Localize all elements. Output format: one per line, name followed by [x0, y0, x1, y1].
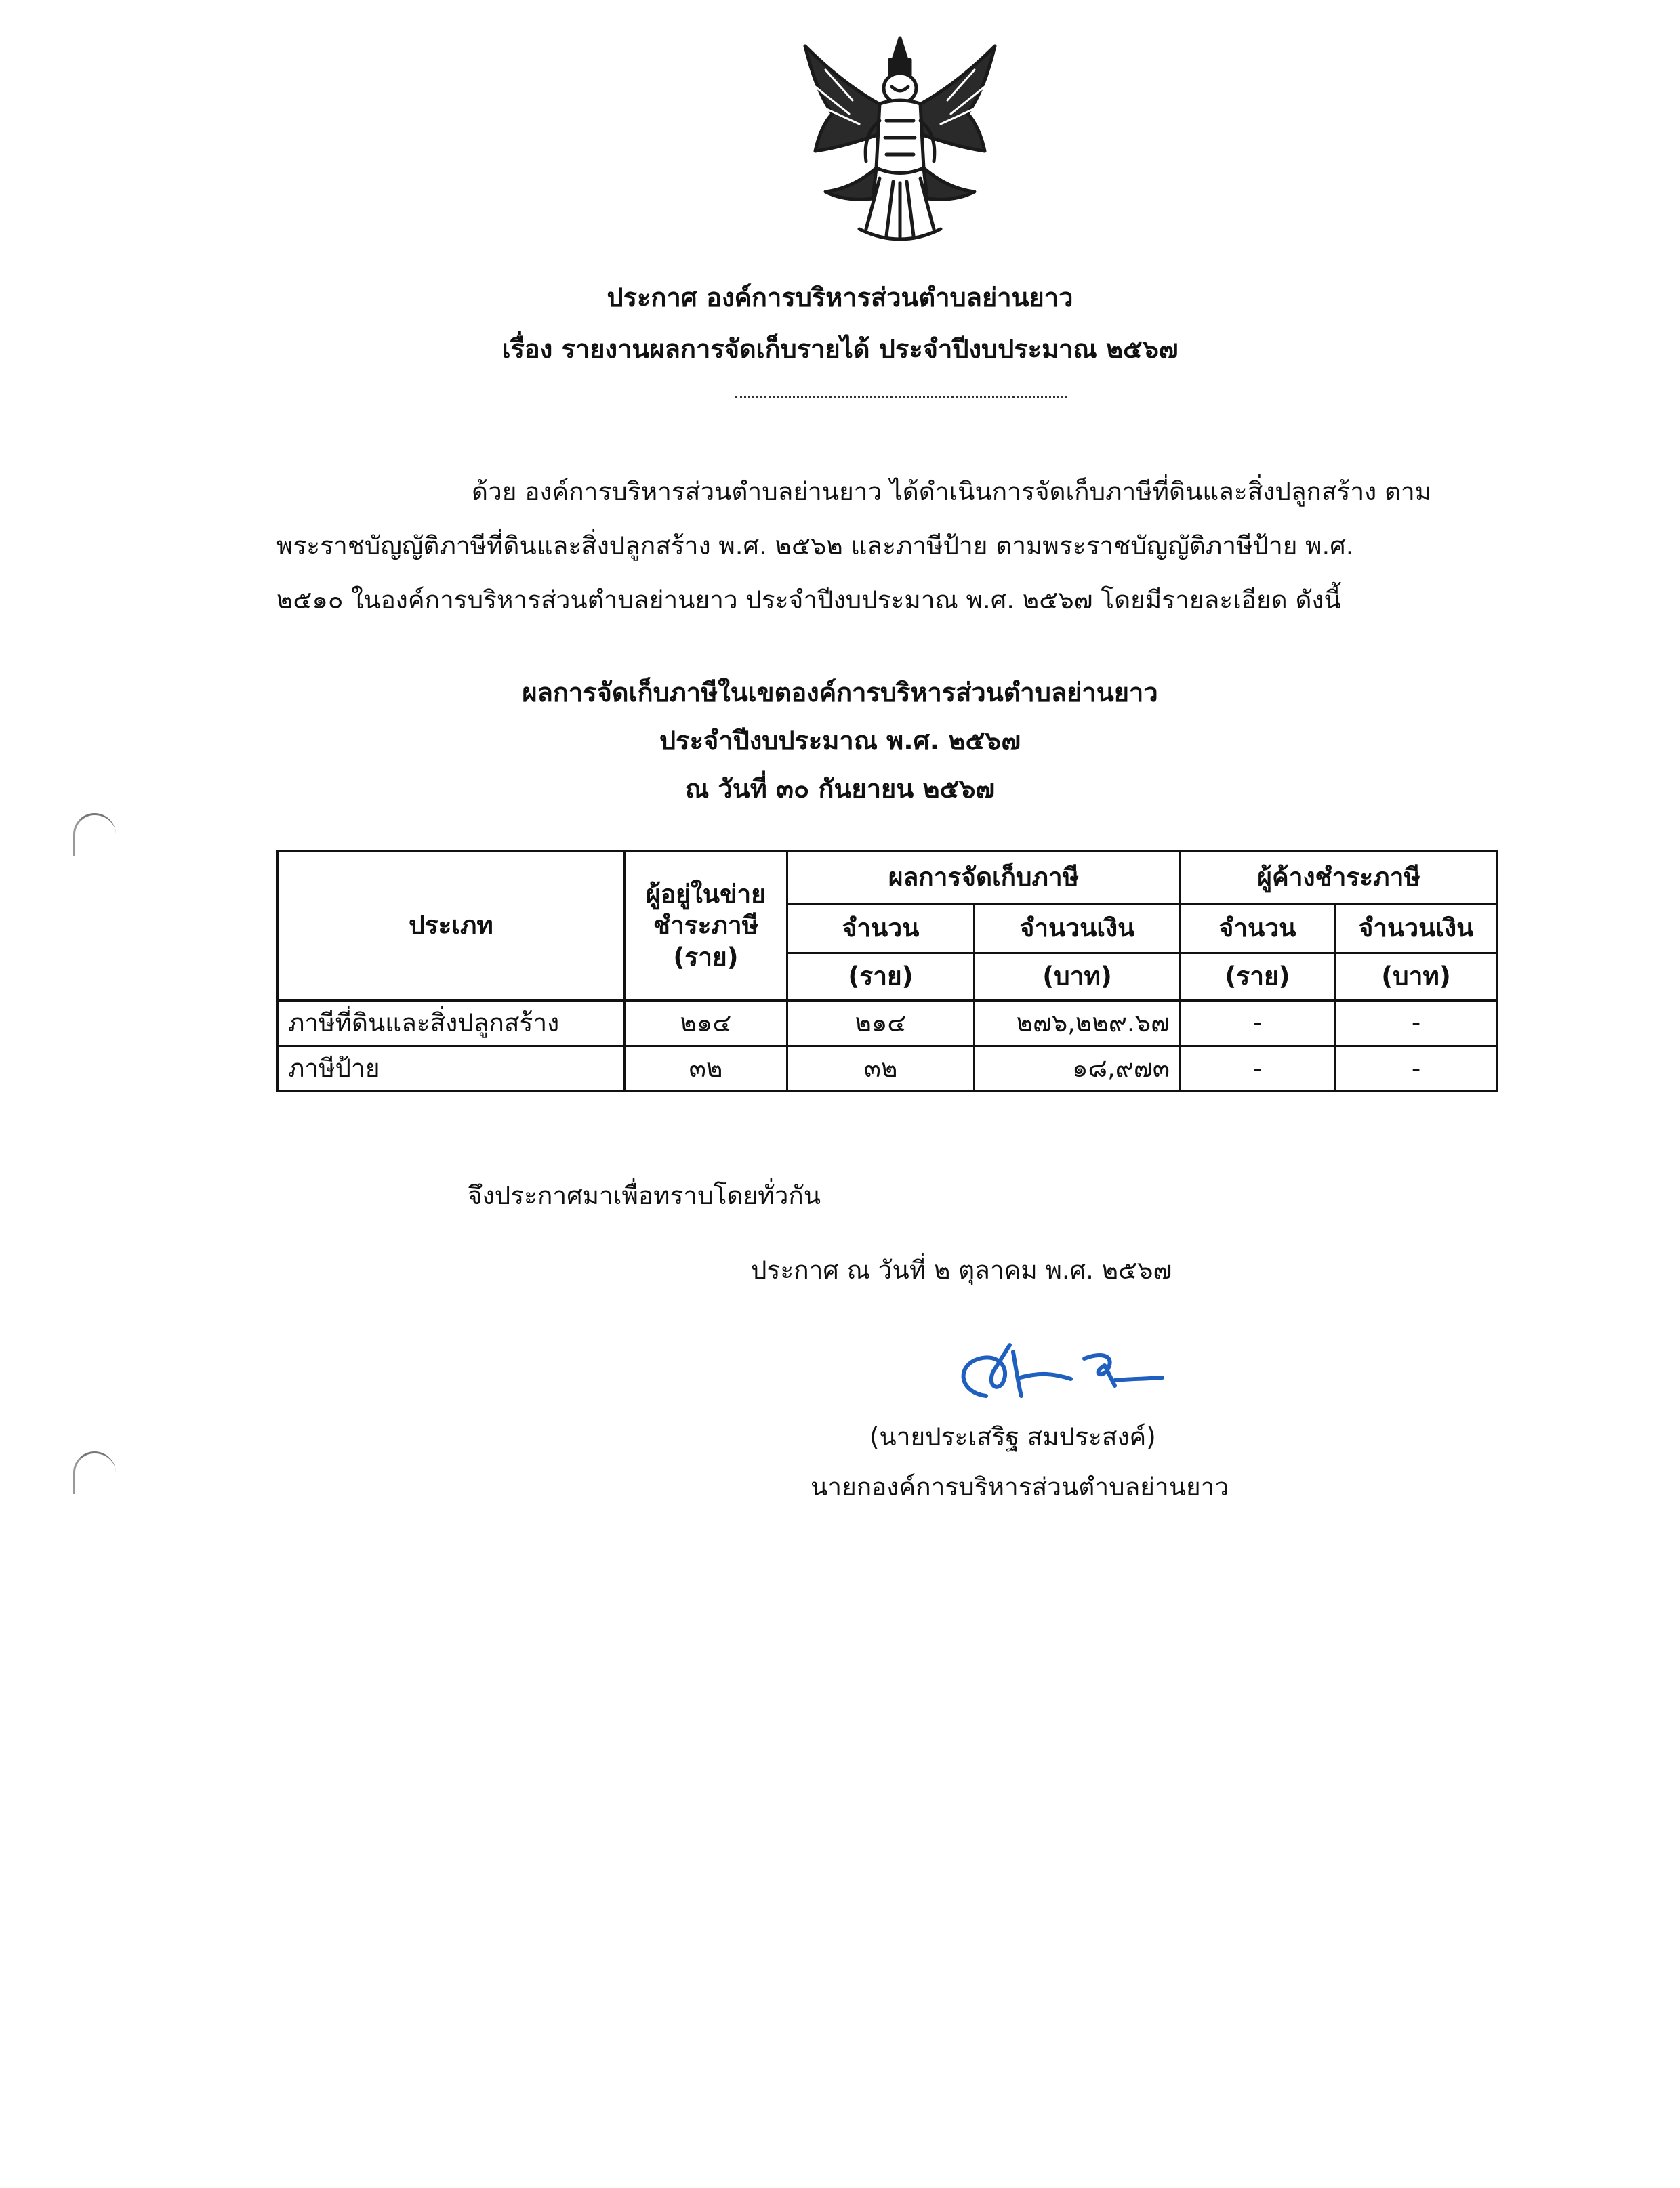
row-collected-amount: ๑๘,๙๗๓: [975, 1046, 1181, 1092]
garuda-emblem-icon: [785, 33, 1015, 263]
summary-title-line-2: ประจำปีงบประมาณ พ.ศ. ๒๕๖๗: [659, 726, 1021, 756]
header-taxpayers-line1: ผู้อยู่ในข่าย: [646, 880, 766, 909]
row-collected-amount: ๒๗๖,๒๒๙.๖๗: [975, 1001, 1181, 1046]
header-taxpayers-line2: ชำระภาษี: [653, 911, 759, 941]
body-line-3: ๒๕๑๐ ในองค์การบริหารส่วนตำบลย่านยาว ประจำปีงบประมาณ พ.ศ. ๒๕๖๗ โดยมีรายละเอียด ดังนี้: [276, 585, 1341, 615]
table-row: [278, 1046, 1498, 1092]
summary-title-line-3: ณ วันที่ ๓๐ กันยายน ๒๕๖๗: [684, 774, 996, 804]
body-line-2: พระราชบัญญัติภาษีที่ดินและสิ่งปลูกสร้าง พ.ศ. ๒๕๖๒ และภาษีป้าย ตามพระราชบัญญัติภาษีป้าย พ.ศ.: [276, 531, 1354, 560]
punch-hole-mark: [73, 813, 116, 856]
separator-dots: [735, 396, 1067, 398]
header-outstanding-count-unit: (ราย): [1181, 953, 1335, 1001]
header-type: ประเภท: [278, 852, 625, 1001]
header-collected-amount: จำนวนเงิน: [975, 905, 1181, 953]
announcement-date: ประกาศ ณ วันที่ ๒ ตุลาคม พ.ศ. ๒๕๖๗: [751, 1256, 1172, 1285]
announcement-org-title: ประกาศ องค์การบริหารส่วนตำบลย่านยาว: [607, 283, 1073, 312]
row-taxpayers: ๒๑๔: [625, 1001, 787, 1046]
header-collected-amount-unit: (บาท): [975, 953, 1181, 1001]
row-outstanding-amount: -: [1335, 1046, 1498, 1092]
row-type: ภาษีที่ดินและสิ่งปลูกสร้าง: [278, 1001, 625, 1046]
row-collected-count: ๒๑๔: [787, 1001, 975, 1046]
row-outstanding-count: -: [1181, 1046, 1335, 1092]
tax-collection-table: [276, 850, 1498, 1092]
table-row: [278, 1001, 1498, 1046]
header-collected-group: ผลการจัดเก็บภาษี: [787, 852, 1181, 905]
header-outstanding-count: จำนวน: [1181, 905, 1335, 953]
header-outstanding-amount-unit: (บาท): [1335, 953, 1498, 1001]
closing-statement: จึงประกาศมาเพื่อทราบโดยทั่วกัน: [468, 1181, 821, 1210]
header-collected-count: จำนวน: [787, 905, 975, 953]
header-outstanding-group: ผู้ค้างชำระภาษี: [1181, 852, 1498, 905]
row-taxpayers: ๓๒: [625, 1046, 787, 1092]
summary-title-line-1: ผลการจัดเก็บภาษีในเขตองค์การบริหารส่วนตำบลย่านยาว: [522, 678, 1158, 707]
row-outstanding-amount: -: [1335, 1001, 1498, 1046]
header-taxpayers-unit: (ราย): [673, 942, 739, 972]
header-taxpayers: [625, 852, 787, 1001]
handwritten-signature-icon: [945, 1332, 1176, 1406]
signatory-position: นายกองค์การบริหารส่วนตำบลย่านยาว: [811, 1472, 1229, 1502]
row-outstanding-count: -: [1181, 1001, 1335, 1046]
row-collected-count: ๓๒: [787, 1046, 975, 1092]
header-outstanding-amount: จำนวนเงิน: [1335, 905, 1498, 953]
punch-hole-mark: [73, 1451, 116, 1494]
row-type: ภาษีป้าย: [278, 1046, 625, 1092]
announcement-subject: เรื่อง รายงานผลการจัดเก็บรายได้ ประจำปีงบประมาณ ๒๕๖๗: [501, 334, 1179, 364]
header-collected-count-unit: (ราย): [787, 953, 975, 1001]
body-line-1: ด้วย องค์การบริหารส่วนตำบลย่านยาว ได้ดำเนินการจัดเก็บภาษีที่ดินและสิ่งปลูกสร้าง ตาม: [472, 477, 1432, 506]
signatory-name: (นายประเสริฐ สมประสงค์): [869, 1422, 1156, 1451]
